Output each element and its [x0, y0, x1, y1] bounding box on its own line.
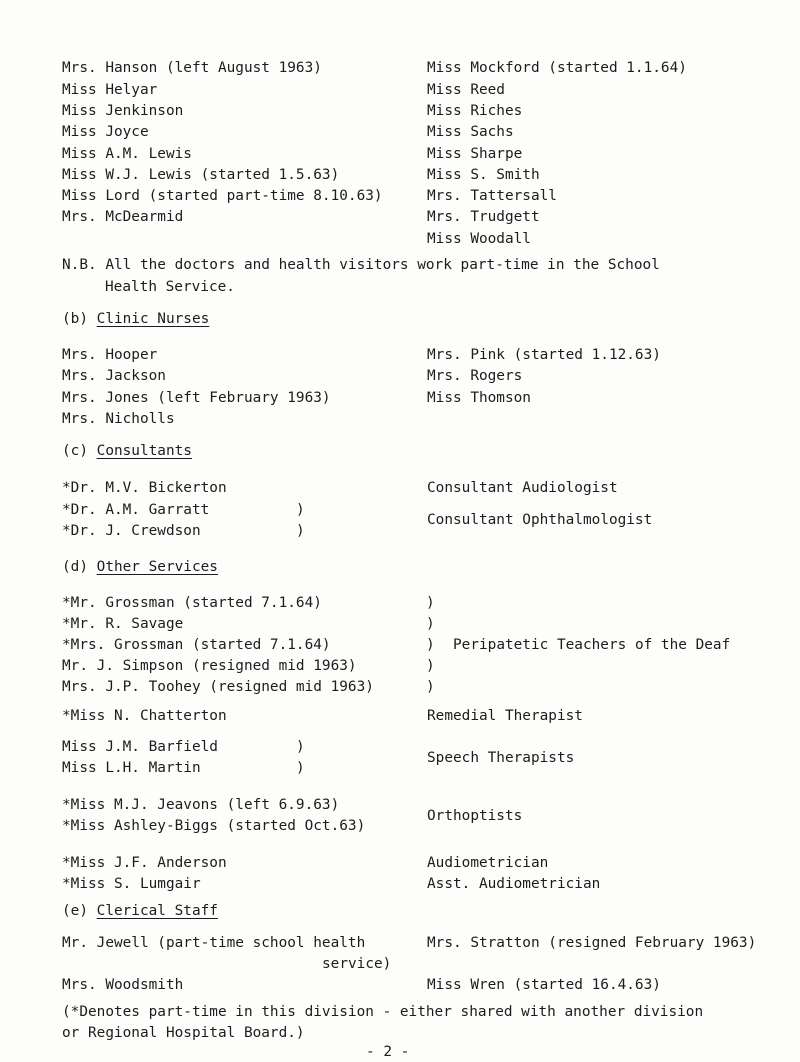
staff-entry: Miss Mockford (started 1.1.64): [427, 60, 687, 76]
staff-entry: Mrs. Trudgett: [427, 209, 540, 225]
staff-entry: Miss Lord (started part-time 8.10.63): [62, 188, 383, 204]
orthoptist-entry: *Miss Ashley-Biggs (started Oct.63): [62, 818, 366, 834]
nurse-entry: Mrs. Jackson: [62, 368, 166, 384]
nb-note: N.B. All the doctors and health visitors work part-time in the School: [62, 257, 660, 273]
section-heading-consultants: (c) Consultants: [62, 443, 192, 459]
bracket: ): [426, 658, 435, 674]
staff-entry: Miss Reed: [427, 82, 505, 98]
teacher-entry: *Mr. R. Savage: [62, 616, 184, 632]
remedial-name: *Miss N. Chatterton: [62, 708, 227, 724]
nurse-entry: Mrs. Rogers: [427, 368, 523, 384]
nb-note-cont: Health Service.: [105, 279, 235, 295]
nurse-entry: Miss Thomson: [427, 390, 531, 406]
heading-text: Consultants: [96, 443, 192, 459]
staff-entry: Miss Jenkinson: [62, 103, 184, 119]
staff-entry: Miss Joyce: [62, 124, 149, 140]
footnote: (*Denotes part-time in this division - either shared with another division: [62, 1004, 704, 1020]
heading-text: Clerical Staff: [96, 903, 218, 919]
staff-entry: Miss Helyar: [62, 82, 158, 98]
page-number: - 2 -: [366, 1044, 410, 1060]
heading-text: Clinic Nurses: [96, 311, 210, 327]
staff-entry: Mrs. McDearmid: [62, 209, 184, 225]
nurse-entry: Mrs. Hooper: [62, 347, 158, 363]
audio-entry: *Miss S. Lumgair: [62, 876, 201, 892]
clerical-entry: Miss Wren (started 16.4.63): [427, 977, 661, 993]
teacher-entry: *Mrs. Grossman (started 7.1.64): [62, 637, 331, 653]
nurse-entry: Mrs. Pink (started 1.12.63): [427, 347, 661, 363]
staff-entry: Miss Sharpe: [427, 146, 523, 162]
bracket: ): [426, 595, 435, 611]
staff-entry: Miss A.M. Lewis: [62, 146, 192, 162]
bracket: ): [426, 637, 435, 653]
section-heading-clerical-staff: (e) Clerical Staff: [62, 903, 218, 919]
bracket: ): [296, 760, 305, 776]
nurse-entry: Mrs. Nicholls: [62, 411, 175, 427]
staff-entry: Miss Riches: [427, 103, 523, 119]
peripatetic-role: Peripatetic Teachers of the Deaf: [453, 637, 731, 653]
audio-role: Asst. Audiometrician: [427, 876, 601, 892]
staff-entry: Mrs. Hanson (left August 1963): [62, 60, 322, 76]
consultant-entry: *Dr. A.M. Garratt: [62, 502, 210, 518]
speech-entry: Miss J.M. Barfield: [62, 739, 218, 755]
staff-entry: Miss Woodall: [427, 231, 531, 247]
orthoptist-entry: *Miss M.J. Jeavons (left 6.9.63): [62, 797, 340, 813]
teacher-entry: Mrs. J.P. Toohey (resigned mid 1963): [62, 679, 374, 695]
heading-text: Other Services: [96, 559, 218, 575]
staff-entry: Mrs. Tattersall: [427, 188, 557, 204]
remedial-role: Remedial Therapist: [427, 708, 583, 724]
bracket: ): [296, 739, 305, 755]
speech-role: Speech Therapists: [427, 750, 575, 766]
bracket: ): [426, 679, 435, 695]
section-heading-clinic-nurses: (b) Clinic Nurses: [62, 311, 210, 327]
orthoptists-role: Orthoptists: [427, 808, 523, 824]
clerical-entry: Mrs. Woodsmith: [62, 977, 184, 993]
clerical-entry-cont: service): [322, 956, 392, 972]
staff-entry: Miss S. Smith: [427, 167, 540, 183]
speech-entry: Miss L.H. Martin: [62, 760, 201, 776]
clerical-entry: Mr. Jewell (part-time school health: [62, 935, 366, 951]
consultant-entry: *Dr. J. Crewdson: [62, 523, 201, 539]
section-heading-other-services: (d) Other Services: [62, 559, 218, 575]
bracket: ): [426, 616, 435, 632]
consultant-role: Consultant Audiologist: [427, 480, 618, 496]
footnote-cont: or Regional Hospital Board.): [62, 1025, 305, 1041]
audio-entry: *Miss J.F. Anderson: [62, 855, 227, 871]
staff-entry: Miss Sachs: [427, 124, 514, 140]
audio-role: Audiometrician: [427, 855, 549, 871]
teacher-entry: Mr. J. Simpson (resigned mid 1963): [62, 658, 357, 674]
staff-entry: Miss W.J. Lewis (started 1.5.63): [62, 167, 340, 183]
bracket: ): [296, 523, 305, 539]
consultant-role: Consultant Ophthalmologist: [427, 512, 653, 528]
bracket: ): [296, 502, 305, 518]
nurse-entry: Mrs. Jones (left February 1963): [62, 390, 331, 406]
consultant-entry: *Dr. M.V. Bickerton: [62, 480, 227, 496]
clerical-entry: Mrs. Stratton (resigned February 1963): [427, 935, 757, 951]
teacher-entry: *Mr. Grossman (started 7.1.64): [62, 595, 322, 611]
